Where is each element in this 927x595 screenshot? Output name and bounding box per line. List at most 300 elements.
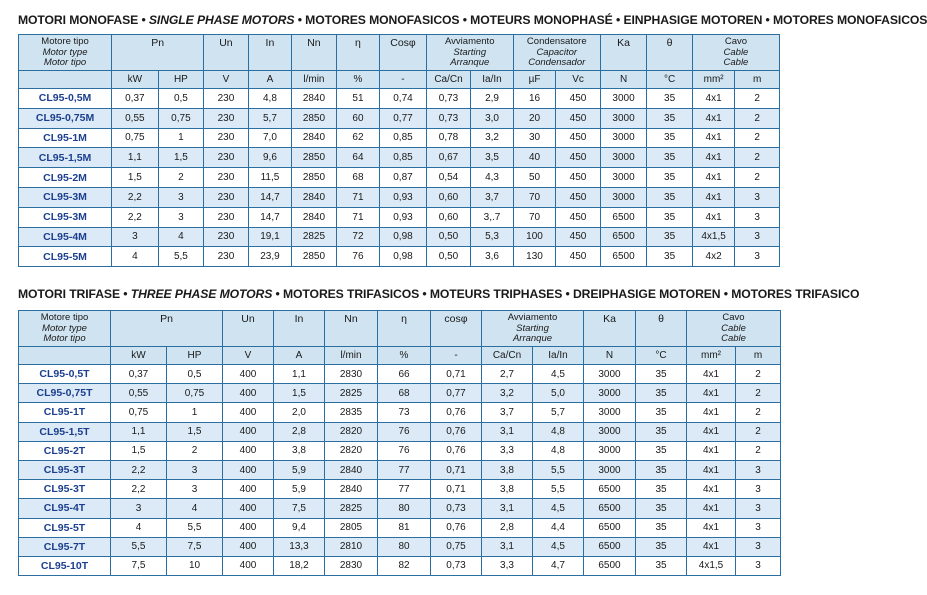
value-cell: 5,5 xyxy=(533,460,584,479)
unit-cell: A xyxy=(274,347,325,365)
unit-cell: l/min xyxy=(292,71,337,89)
header-eta: η xyxy=(378,311,431,347)
value-cell: 4,8 xyxy=(248,89,292,109)
unit-cell: m xyxy=(735,71,780,89)
header-starting-en: Starting xyxy=(453,46,487,58)
three-phase-body xyxy=(19,365,781,576)
unit-cell: V xyxy=(204,71,249,89)
value-cell: 4 xyxy=(111,518,167,537)
table-row xyxy=(19,365,781,384)
table-row xyxy=(19,422,781,441)
value-cell: 2850 xyxy=(292,148,337,168)
value-cell: 5,9 xyxy=(274,460,325,479)
value-cell: 0,73 xyxy=(426,108,471,128)
value-cell: 4x1 xyxy=(687,460,736,479)
header-ka: Ka xyxy=(584,311,636,347)
unit-cell: Ca/Cn xyxy=(426,71,471,89)
value-cell: 3,1 xyxy=(482,499,533,518)
value-cell: 400 xyxy=(223,403,274,422)
header-model-it: Motore tipo xyxy=(41,36,89,47)
value-cell: 3 xyxy=(112,227,159,247)
value-cell: 14,7 xyxy=(248,187,292,207)
header-cable-es: Cable xyxy=(723,57,749,68)
value-cell: 6500 xyxy=(584,556,636,575)
model-cell: CL95-1,5M xyxy=(19,148,112,168)
unit-cell: mm² xyxy=(692,71,735,89)
value-cell: 2 xyxy=(735,168,780,188)
value-cell: 1,1 xyxy=(111,422,167,441)
unit-cell: l/min xyxy=(325,347,378,365)
model-cell: CL95-0,5T xyxy=(19,365,111,384)
value-cell: 2,2 xyxy=(111,460,167,479)
value-cell: 3 xyxy=(158,207,204,227)
table-row xyxy=(19,247,780,267)
value-cell: 3000 xyxy=(584,403,636,422)
value-cell: 1,5 xyxy=(167,422,223,441)
three-phase-title-part3: • MOTORES TRIFASICOS • MOTEURS TRIPHASES • DREIPHASIGE MOTOREN • MOTORES TRIFASICO xyxy=(272,287,860,301)
unit-cell: - xyxy=(431,347,482,365)
value-cell: 0,75 xyxy=(158,108,204,128)
table-row xyxy=(19,128,780,148)
header-capacitor-en: Capacitor xyxy=(536,46,578,58)
value-cell: 3000 xyxy=(584,384,636,403)
model-cell: CL95-4T xyxy=(19,499,111,518)
three-phase-title-part1: MOTORI TRIFASE • xyxy=(18,287,131,301)
value-cell: 0,71 xyxy=(431,365,482,384)
value-cell: 400 xyxy=(223,365,274,384)
value-cell: 400 xyxy=(223,460,274,479)
model-cell: CL95-2T xyxy=(19,441,111,460)
value-cell: 4x1 xyxy=(692,168,735,188)
table-row xyxy=(19,480,781,499)
value-cell: 3 xyxy=(735,227,780,247)
value-cell: 5,0 xyxy=(533,384,584,403)
value-cell: 6500 xyxy=(600,207,647,227)
model-cell: CL95-3T xyxy=(19,460,111,479)
value-cell: 82 xyxy=(378,556,431,575)
unit-cell: °C xyxy=(636,347,687,365)
value-cell: 6500 xyxy=(584,499,636,518)
header-cosphi: Cosφ xyxy=(380,35,427,71)
value-cell: 450 xyxy=(556,128,601,148)
value-cell: 0,75 xyxy=(112,128,159,148)
header-pn: Pn xyxy=(112,35,204,71)
header-nn: Nn xyxy=(325,311,378,347)
value-cell: 0,75 xyxy=(431,537,482,556)
value-cell: 4x1 xyxy=(687,403,736,422)
value-cell: 2 xyxy=(736,422,781,441)
value-cell: 3000 xyxy=(600,89,647,109)
value-cell: 3 xyxy=(167,480,223,499)
value-cell: 0,60 xyxy=(426,207,471,227)
table-row xyxy=(19,403,781,422)
units-model-blank xyxy=(19,71,112,89)
value-cell: 2835 xyxy=(325,403,378,422)
unit-cell: V xyxy=(223,347,274,365)
single-phase-title-part1: MOTORI MONOFASE • xyxy=(18,13,149,27)
value-cell: 60 xyxy=(336,108,380,128)
table-row xyxy=(19,537,781,556)
header-cable-it: Cavo xyxy=(724,36,748,47)
value-cell: 400 xyxy=(223,499,274,518)
value-cell: 0,75 xyxy=(111,403,167,422)
value-cell: 230 xyxy=(204,148,249,168)
header-model-en: Motor type xyxy=(42,46,88,58)
unit-cell: kW xyxy=(112,71,159,89)
value-cell: 0,75 xyxy=(167,384,223,403)
value-cell: 3,2 xyxy=(471,128,514,148)
single-phase-title xyxy=(18,13,927,27)
value-cell: 6500 xyxy=(584,537,636,556)
value-cell: 5,5 xyxy=(167,518,223,537)
value-cell: 2 xyxy=(735,89,780,109)
unit-cell: HP xyxy=(167,347,223,365)
value-cell: 2805 xyxy=(325,518,378,537)
value-cell: 3 xyxy=(735,207,780,227)
value-cell: 3 xyxy=(735,187,780,207)
value-cell: 3,.7 xyxy=(471,207,514,227)
value-cell: 230 xyxy=(204,207,249,227)
value-cell: 35 xyxy=(636,556,687,575)
unit-cell: µF xyxy=(513,71,556,89)
value-cell: 5,7 xyxy=(533,403,584,422)
value-cell: 2820 xyxy=(325,441,378,460)
value-cell: 3,7 xyxy=(471,187,514,207)
value-cell: 35 xyxy=(636,480,687,499)
header-cable-it: Cavo xyxy=(722,312,745,323)
value-cell: 13,3 xyxy=(274,537,325,556)
model-cell: CL95-0,75T xyxy=(19,384,111,403)
value-cell: 3,3 xyxy=(482,441,533,460)
value-cell: 0,87 xyxy=(380,168,427,188)
model-cell: CL95-5T xyxy=(19,518,111,537)
unit-cell: mm² xyxy=(687,347,736,365)
value-cell: 0,93 xyxy=(380,207,427,227)
value-cell: 4x1 xyxy=(692,207,735,227)
header-ka: Ka xyxy=(600,35,647,71)
value-cell: 77 xyxy=(378,460,431,479)
value-cell: 35 xyxy=(647,187,693,207)
header-model-es: Motor tipo xyxy=(43,57,87,68)
value-cell: 230 xyxy=(204,89,249,109)
value-cell: 66 xyxy=(378,365,431,384)
value-cell: 4,4 xyxy=(533,518,584,537)
value-cell: 450 xyxy=(556,187,601,207)
unit-cell: A xyxy=(248,71,292,89)
value-cell: 68 xyxy=(378,384,431,403)
single-phase-body xyxy=(19,89,780,267)
value-cell: 3000 xyxy=(584,441,636,460)
value-cell: 5,7 xyxy=(248,108,292,128)
value-cell: 2,8 xyxy=(274,422,325,441)
value-cell: 76 xyxy=(378,441,431,460)
value-cell: 400 xyxy=(223,518,274,537)
value-cell: 3000 xyxy=(584,460,636,479)
model-cell: CL95-1,5T xyxy=(19,422,111,441)
value-cell: 0,73 xyxy=(431,556,482,575)
model-cell: CL95-1T xyxy=(19,403,111,422)
value-cell: 35 xyxy=(647,247,693,267)
value-cell: 2850 xyxy=(292,247,337,267)
value-cell: 4x1 xyxy=(687,384,736,403)
value-cell: 1 xyxy=(167,403,223,422)
value-cell: 2840 xyxy=(325,460,378,479)
value-cell: 14,7 xyxy=(248,207,292,227)
unit-cell: % xyxy=(378,347,431,365)
value-cell: 2840 xyxy=(325,480,378,499)
value-cell: 35 xyxy=(647,108,693,128)
value-cell: 0,55 xyxy=(112,108,159,128)
value-cell: 4x1 xyxy=(692,89,735,109)
single-phase-header xyxy=(19,35,780,89)
value-cell: 3,8 xyxy=(274,441,325,460)
value-cell: 450 xyxy=(556,168,601,188)
header-starting-en: Starting xyxy=(516,322,549,334)
model-cell: CL95-0,5M xyxy=(19,89,112,109)
value-cell: 7,5 xyxy=(274,499,325,518)
value-cell: 1,5 xyxy=(111,441,167,460)
value-cell: 0,54 xyxy=(426,168,471,188)
value-cell: 4x1 xyxy=(687,365,736,384)
table-row xyxy=(19,518,781,537)
value-cell: 2 xyxy=(735,148,780,168)
value-cell: 0,76 xyxy=(431,422,482,441)
value-cell: 4x2 xyxy=(692,247,735,267)
value-cell: 1,5 xyxy=(112,168,159,188)
table-row xyxy=(19,148,780,168)
value-cell: 4x1 xyxy=(687,499,736,518)
value-cell: 400 xyxy=(223,441,274,460)
value-cell: 30 xyxy=(513,128,556,148)
header-model xyxy=(19,311,111,347)
value-cell: 2840 xyxy=(292,207,337,227)
value-cell: 3,2 xyxy=(482,384,533,403)
table-row xyxy=(19,556,781,575)
value-cell: 40 xyxy=(513,148,556,168)
value-cell: 0,71 xyxy=(431,480,482,499)
value-cell: 3 xyxy=(736,480,781,499)
value-cell: 2,9 xyxy=(471,89,514,109)
header-cable-en: Cable xyxy=(723,46,749,58)
value-cell: 71 xyxy=(336,187,380,207)
value-cell: 4x1 xyxy=(692,108,735,128)
units-model-blank xyxy=(19,347,111,365)
model-cell: CL95-1M xyxy=(19,128,112,148)
header-in: In xyxy=(248,35,292,71)
value-cell: 0,76 xyxy=(431,403,482,422)
value-cell: 70 xyxy=(513,187,556,207)
value-cell: 0,77 xyxy=(431,384,482,403)
unit-cell: m xyxy=(736,347,781,365)
value-cell: 4 xyxy=(112,247,159,267)
value-cell: 1,5 xyxy=(158,148,204,168)
value-cell: 3000 xyxy=(600,187,647,207)
value-cell: 4x1 xyxy=(692,148,735,168)
value-cell: 2 xyxy=(158,168,204,188)
value-cell: 62 xyxy=(336,128,380,148)
value-cell: 73 xyxy=(378,403,431,422)
value-cell: 0,76 xyxy=(431,441,482,460)
header-cable xyxy=(692,35,779,71)
value-cell: 20 xyxy=(513,108,556,128)
value-cell: 18,2 xyxy=(274,556,325,575)
value-cell: 2,2 xyxy=(112,187,159,207)
table-row xyxy=(19,187,780,207)
value-cell: 0,50 xyxy=(426,247,471,267)
value-cell: 35 xyxy=(647,128,693,148)
value-cell: 0,78 xyxy=(426,128,471,148)
value-cell: 3000 xyxy=(584,422,636,441)
value-cell: 50 xyxy=(513,168,556,188)
value-cell: 1,1 xyxy=(112,148,159,168)
value-cell: 5,9 xyxy=(274,480,325,499)
value-cell: 2825 xyxy=(325,499,378,518)
value-cell: 3 xyxy=(735,247,780,267)
header-eta: η xyxy=(336,35,380,71)
value-cell: 80 xyxy=(378,499,431,518)
value-cell: 19,1 xyxy=(248,227,292,247)
value-cell: 0,37 xyxy=(111,365,167,384)
value-cell: 7,5 xyxy=(167,537,223,556)
value-cell: 0,55 xyxy=(111,384,167,403)
value-cell: 68 xyxy=(336,168,380,188)
header-in: In xyxy=(274,311,325,347)
value-cell: 35 xyxy=(647,207,693,227)
value-cell: 230 xyxy=(204,227,249,247)
value-cell: 1 xyxy=(158,128,204,148)
value-cell: 3,8 xyxy=(482,460,533,479)
header-pn: Pn xyxy=(111,311,223,347)
model-cell: CL95-10T xyxy=(19,556,111,575)
unit-cell: N xyxy=(584,347,636,365)
table-row xyxy=(19,441,781,460)
value-cell: 5,5 xyxy=(111,537,167,556)
header-starting-es: Arranque xyxy=(450,57,490,68)
value-cell: 16 xyxy=(513,89,556,109)
single-phase-title-part3: • MOTORES MONOFASICOS • MOTEURS MONOPHASÉ • EINPHASIGE MOTOREN • MOTORES MONOFASICOS xyxy=(294,13,927,27)
value-cell: 0,50 xyxy=(426,227,471,247)
value-cell: 35 xyxy=(636,422,687,441)
value-cell: 3 xyxy=(736,499,781,518)
model-cell: CL95-3M xyxy=(19,207,112,227)
unit-cell: % xyxy=(336,71,380,89)
header-starting-it: Avviamento xyxy=(445,36,495,47)
value-cell: 2850 xyxy=(292,168,337,188)
value-cell: 10 xyxy=(167,556,223,575)
single-phase-units-row xyxy=(19,71,780,89)
value-cell: 3000 xyxy=(600,128,647,148)
value-cell: 3,5 xyxy=(471,148,514,168)
value-cell: 3 xyxy=(111,499,167,518)
value-cell: 2,7 xyxy=(482,365,533,384)
header-starting-it: Avviamento xyxy=(507,312,558,323)
value-cell: 3,3 xyxy=(482,556,533,575)
value-cell: 230 xyxy=(204,128,249,148)
header-starting xyxy=(426,35,513,71)
value-cell: 230 xyxy=(204,168,249,188)
value-cell: 230 xyxy=(204,247,249,267)
value-cell: 3 xyxy=(736,460,781,479)
value-cell: 3 xyxy=(158,187,204,207)
value-cell: 35 xyxy=(636,537,687,556)
value-cell: 4,7 xyxy=(533,556,584,575)
value-cell: 2 xyxy=(736,384,781,403)
value-cell: 35 xyxy=(636,499,687,518)
value-cell: 0,5 xyxy=(167,365,223,384)
value-cell: 4,5 xyxy=(533,499,584,518)
header-model-es: Motor tipo xyxy=(43,333,86,344)
value-cell: 3000 xyxy=(600,108,647,128)
value-cell: 3000 xyxy=(584,365,636,384)
header-cosphi: cosφ xyxy=(431,311,482,347)
value-cell: 80 xyxy=(378,537,431,556)
value-cell: 1,5 xyxy=(274,384,325,403)
value-cell: 130 xyxy=(513,247,556,267)
value-cell: 3,1 xyxy=(482,537,533,556)
value-cell: 2 xyxy=(167,441,223,460)
value-cell: 70 xyxy=(513,207,556,227)
unit-cell: Ia/In xyxy=(533,347,584,365)
table-row xyxy=(19,384,781,403)
value-cell: 2825 xyxy=(292,227,337,247)
unit-cell: Ca/Cn xyxy=(482,347,533,365)
value-cell: 2,2 xyxy=(111,480,167,499)
model-cell: CL95-0,75M xyxy=(19,108,112,128)
three-phase-header xyxy=(19,311,781,365)
value-cell: 35 xyxy=(636,403,687,422)
value-cell: 4x1 xyxy=(692,128,735,148)
value-cell: 3 xyxy=(736,556,781,575)
value-cell: 230 xyxy=(204,187,249,207)
value-cell: 3 xyxy=(736,537,781,556)
three-phase-table xyxy=(18,310,781,576)
value-cell: 4x1 xyxy=(687,480,736,499)
value-cell: 7,5 xyxy=(111,556,167,575)
value-cell: 5,5 xyxy=(533,480,584,499)
value-cell: 0,76 xyxy=(431,518,482,537)
value-cell: 0,77 xyxy=(380,108,427,128)
value-cell: 2830 xyxy=(325,365,378,384)
value-cell: 6500 xyxy=(600,227,647,247)
value-cell: 35 xyxy=(636,384,687,403)
value-cell: 4,5 xyxy=(533,365,584,384)
value-cell: 2840 xyxy=(292,187,337,207)
value-cell: 35 xyxy=(647,168,693,188)
value-cell: 0,73 xyxy=(431,499,482,518)
value-cell: 2830 xyxy=(325,556,378,575)
value-cell: 2,0 xyxy=(274,403,325,422)
value-cell: 0,74 xyxy=(380,89,427,109)
value-cell: 77 xyxy=(378,480,431,499)
value-cell: 35 xyxy=(647,148,693,168)
table-row xyxy=(19,89,780,109)
value-cell: 450 xyxy=(556,247,601,267)
value-cell: 0,67 xyxy=(426,148,471,168)
value-cell: 76 xyxy=(378,422,431,441)
value-cell: 64 xyxy=(336,148,380,168)
value-cell: 35 xyxy=(636,460,687,479)
table-row xyxy=(19,207,780,227)
model-cell: CL95-5M xyxy=(19,247,112,267)
value-cell: 76 xyxy=(336,247,380,267)
unit-cell: Ia/In xyxy=(471,71,514,89)
value-cell: 4x1 xyxy=(687,422,736,441)
value-cell: 3000 xyxy=(600,168,647,188)
value-cell: 2 xyxy=(735,108,780,128)
value-cell: 2850 xyxy=(292,108,337,128)
header-capacitor xyxy=(513,35,600,71)
value-cell: 9,6 xyxy=(248,148,292,168)
